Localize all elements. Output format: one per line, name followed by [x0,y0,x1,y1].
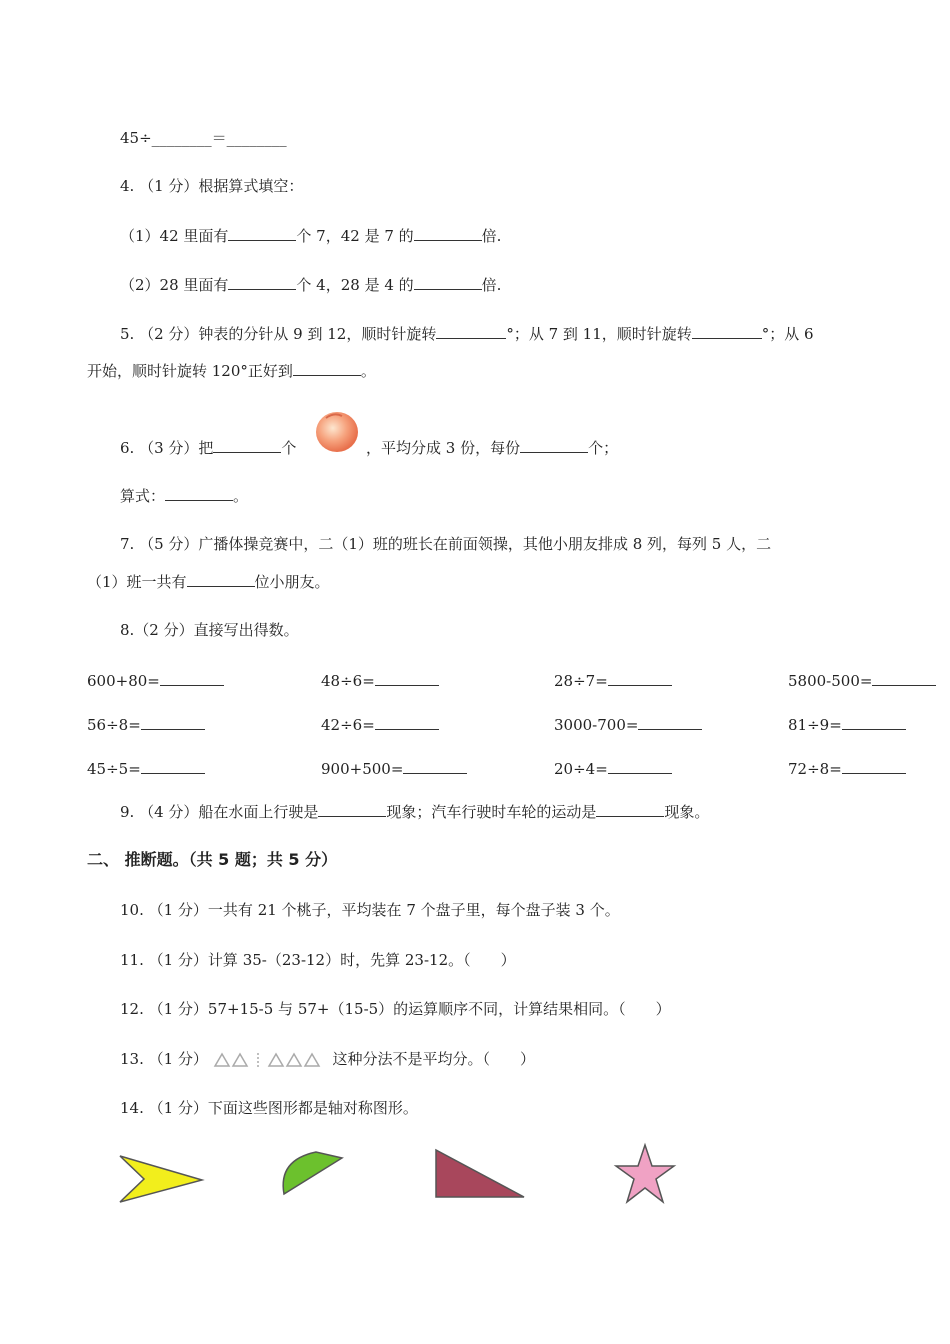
q8-item [788,759,906,779]
blank[interactable] [228,226,296,241]
q8-expression: 5800-500= [788,672,873,690]
q7-text-b: （1）班一共有 [87,573,187,591]
arrow-shape-icon [116,1152,206,1206]
q4-sub2 [120,275,501,295]
star-icon [612,1142,678,1208]
q8-item [788,715,906,735]
q5-text-d: 开始，顺时针旋转 120°正好到 [87,362,293,380]
q13-text-b: 这种分法不是平均分。（ ） [332,1050,536,1068]
q4-sub2-text-b: 个 4，28 是 4 的 [296,276,414,294]
q6-text-f: 。 [233,487,249,505]
q6-line1-rest [366,438,618,458]
q4-title: 4. （1 分）根据算式填空： [120,177,304,195]
blank[interactable] [187,572,255,587]
sector-shape-icon [276,1148,348,1198]
q5-line1 [120,324,814,344]
blank[interactable] [414,275,482,290]
blank[interactable] [520,438,588,453]
q8-title: 8.（2 分）直接写出得数。 [120,621,299,639]
blank[interactable] [228,275,296,290]
blank[interactable] [293,361,361,376]
q6-line1 [120,438,296,458]
q5-line2 [87,361,376,381]
blank[interactable] [165,486,233,501]
q4-sub1-text-b: 个 7，42 是 7 的 [296,227,414,245]
q4-sub2-text-a: （2）28 里面有 [120,276,229,294]
q8-expression: 42÷6= [321,716,375,734]
q13 [120,1049,535,1069]
q5-text-a: 5. （2 分）钟表的分针从 9 到 12，顺时针旋转 [120,325,437,343]
blank[interactable] [141,715,205,730]
q9-text-a: 9. （4 分）船在水面上行驶是 [120,803,319,821]
blank[interactable] [403,759,467,774]
blank[interactable] [436,324,506,339]
right-triangle-icon [432,1147,528,1201]
q6-text-b: 个 [281,439,297,457]
q8-item [87,671,224,691]
q4-sub1 [120,226,501,246]
q7-text-c: 位小朋友。 [254,573,330,591]
blank[interactable] [375,715,439,730]
q8-item [321,671,439,691]
q6-text-c: ，平均分成 3 份，每份 [366,439,521,457]
q8-item [321,759,467,779]
q4-sub2-text-c: 倍. [481,276,502,294]
q11: 11. （1 分）计算 35-（23-12）时，先算 23-12。（ ） [120,951,516,969]
q8-expression: 600+80= [87,672,160,690]
q8-expression: 20÷4= [554,760,608,778]
q8-item [321,715,439,735]
q8-expression: 72÷8= [788,760,842,778]
q6-line2 [120,486,248,506]
q5-text-e: 。 [360,362,376,380]
q7-line2 [87,572,330,592]
blank[interactable] [692,324,762,339]
blank[interactable] [608,671,672,686]
q6-text-a: 6. （3 分）把 [120,439,214,457]
q8-expression: 45÷5= [87,760,141,778]
q7-line1: 7. （5 分）广播体操竞赛中，二（1）班的班长在前面领操，其他小朋友排成 8 列，每列 5 人，二 [120,535,772,553]
q8-item [554,715,702,735]
q8-expression: 56÷8= [87,716,141,734]
q13-text-a: 13. （1 分） [120,1050,208,1068]
q4-sub1-text-a: （1）42 里面有 [120,227,229,245]
blank[interactable] [414,226,482,241]
q12: 12. （1 分）57+15-5 与 57+（15-5）的运算顺序不同，计算结果相同。（ ） [120,1000,671,1018]
triangles-icon [213,1051,328,1069]
q6-text-d: 个； [588,439,619,457]
blank[interactable] [318,802,386,817]
q8-item [554,671,672,691]
q8-expression: 48÷6= [321,672,375,690]
blank[interactable] [638,715,702,730]
blank[interactable] [608,759,672,774]
q9 [120,802,709,822]
blank[interactable] [213,438,281,453]
q8-item [87,759,205,779]
q9-text-b: 现象；汽车行驶时车轮的运动是 [386,803,597,821]
blank[interactable] [160,671,224,686]
blank[interactable] [842,759,906,774]
q8-item [788,671,936,691]
section-2-heading: 二、 推断题。（共 5 题；共 5 分） [87,850,338,869]
q9-text-c: 现象。 [664,803,710,821]
q8-expression: 900+500= [321,760,404,778]
blank[interactable] [872,671,936,686]
q3-tail: 45÷________＝________ [120,129,287,147]
q8-expression: 81÷9= [788,716,842,734]
blank[interactable] [375,671,439,686]
q14: 14. （1 分）下面这些图形都是轴对称图形。 [120,1099,418,1117]
q8-expression: 3000-700= [554,716,639,734]
q5-text-c: °；从 6 [761,325,814,343]
peach-icon [312,404,362,456]
q8-expression: 28÷7= [554,672,608,690]
blank[interactable] [141,759,205,774]
blank[interactable] [842,715,906,730]
q8-item [554,759,672,779]
q6-text-e: 算式： [120,487,166,505]
q5-text-b: °；从 7 到 11，顺时针旋转 [506,325,692,343]
q4-sub1-text-c: 倍. [481,227,502,245]
blank[interactable] [596,802,664,817]
q8-item [87,715,205,735]
q10: 10. （1 分）一共有 21 个桃子，平均装在 7 个盘子里，每个盘子装 3 个。 [120,901,620,919]
